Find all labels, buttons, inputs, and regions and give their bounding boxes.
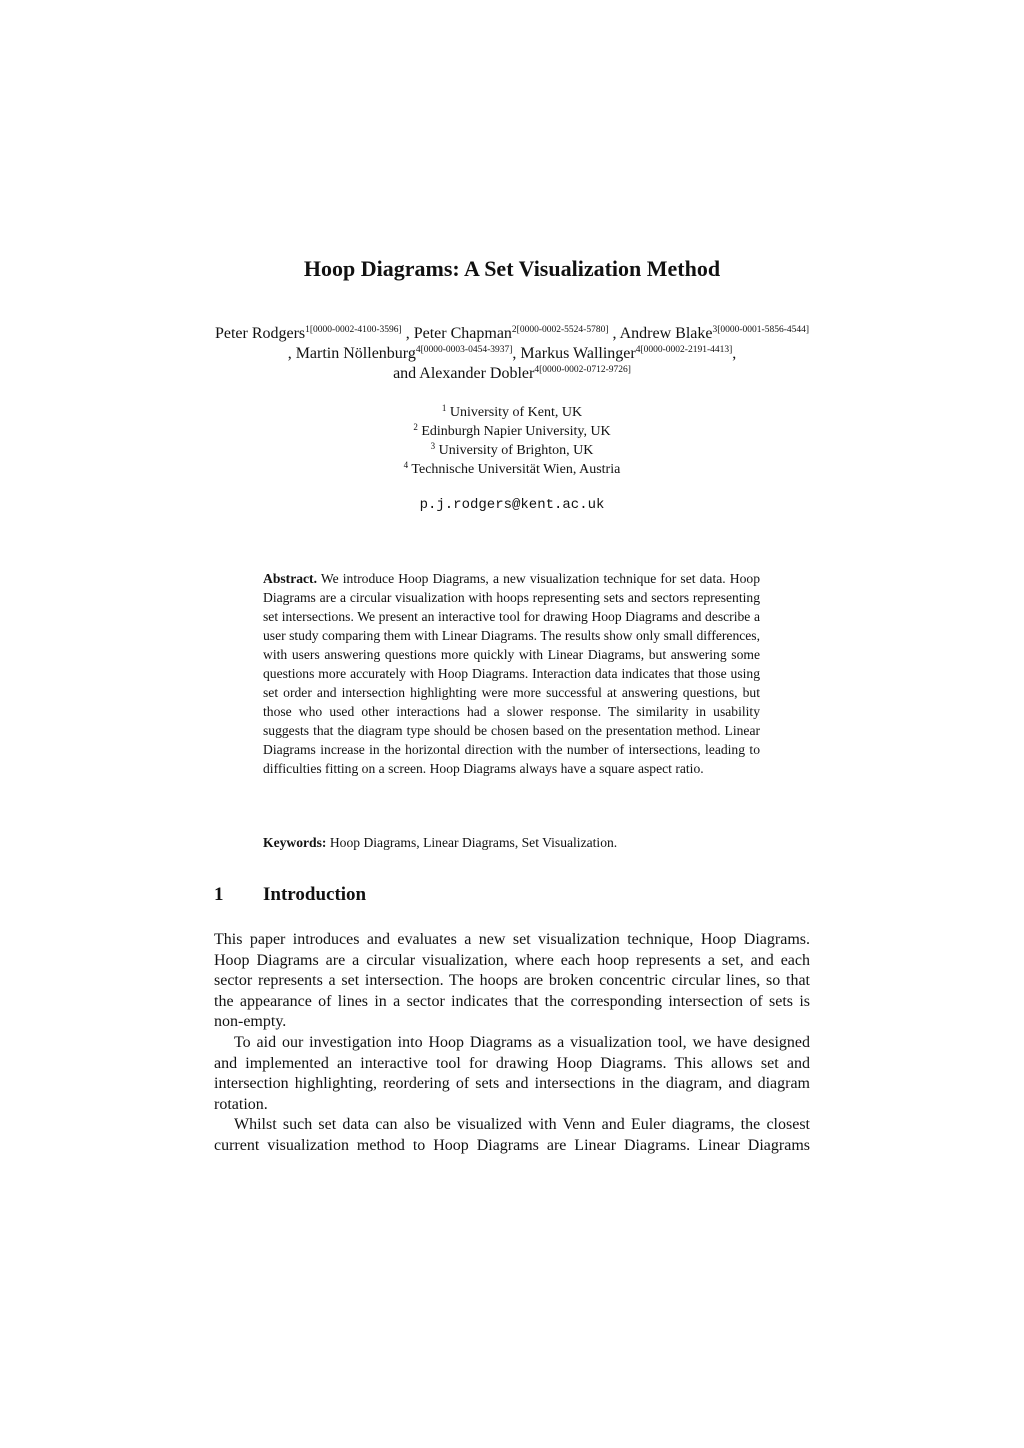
- author-separator: ,: [287, 345, 296, 362]
- author-orcid: 3[0000-0001-5856-4544]: [712, 325, 810, 335]
- abstract-text: We introduce Hoop Diagrams, a new visualization technique for set data. Hoop Diagrams are a circular visualization with hoops representing sets and sectors representing set intersections. We present an interactive tool for drawing Hoop Diagrams and describe a user study comparing them with Linear Diagrams. The results show only small differences, with users answering questions more quickly with Linear Diagrams, but answering some questions more accurately with Hoop Diagrams. Interaction data indicates that those using set order and intersection highlighting were more successful at answering questions, but those who used other interactions had a slower response. The similarity in usability suggests that the diagram type should be chosen based on the presentation method. Linear Diagrams increase in the horizontal direction with the number of intersections, leading to difficulties fitting on a screen. Hoop Diagrams always have a square aspect ratio.: [263, 571, 760, 776]
- affiliation: [214, 403, 810, 422]
- author-orcid: 4[0000-0003-0454-3937]: [415, 345, 513, 355]
- section-body: [214, 930, 810, 1157]
- contact-email: p.j.rodgers@kent.ac.uk: [419, 497, 605, 513]
- affiliation-text: Edinburgh Napier University, UK: [421, 424, 611, 439]
- author-orcid: 1[0000-0002-4100-3596]: [305, 325, 402, 335]
- section-number: 1: [214, 884, 224, 905]
- author-name: and Alexander Dobler: [393, 365, 535, 382]
- author-name: Peter Rodgers: [214, 325, 306, 342]
- affiliation-text: Technische Universität Wien, Austria: [411, 462, 621, 477]
- author-name: Andrew Blake: [619, 325, 713, 342]
- author-separator: ,: [732, 345, 737, 362]
- keywords: [263, 833, 760, 852]
- section-title: Introduction: [263, 884, 367, 905]
- author-separator: ,: [608, 325, 620, 342]
- author-separator: ,: [512, 345, 521, 362]
- body-paragraph: This paper introduces and evaluates a new set visualization technique, Hoop Diagrams. Hoop Diagrams are a circular visualization, where each hoop represents a set, and each sector represents a set intersection. The hoops are broken concentric circular lines, so that the appearance of lines in a sector indicates that the corresponding intersection of sets is non-empty.: [214, 931, 810, 1031]
- author-separator: ,: [401, 325, 414, 342]
- affiliation-number: 1: [441, 403, 447, 413]
- affiliation: [214, 422, 810, 441]
- affiliation: [214, 441, 810, 460]
- abstract-label: Abstract.: [263, 571, 317, 586]
- author-orcid: 4[0000-0002-0712-9726]: [534, 365, 631, 375]
- author-orcid: 4[0000-0002-2191-4413]: [635, 345, 733, 355]
- body-paragraph: Whilst such set data can also be visualized with Venn and Euler diagrams, the closest current visualization method to Hoop Diagrams are Linear Diagrams. Linear Diagrams: [214, 1116, 810, 1154]
- author-name: Peter Chapman: [413, 325, 512, 342]
- keywords-text: Hoop Diagrams, Linear Diagrams, Set Visualization.: [329, 835, 618, 850]
- section-heading: [214, 884, 366, 906]
- affiliation-number: 3: [430, 441, 436, 451]
- affiliation: [214, 460, 810, 479]
- paper-title: Hoop Diagrams: A Set Visualization Method: [303, 256, 721, 281]
- author-list: [214, 324, 810, 384]
- author-orcid: 2[0000-0002-5524-5780]: [511, 325, 609, 335]
- affiliation-list: [214, 403, 810, 479]
- affiliation-text: University of Brighton, UK: [438, 443, 594, 458]
- affiliation-text: University of Kent, UK: [449, 405, 583, 420]
- body-paragraph: To aid our investigation into Hoop Diagrams as a visualization tool, we have designed and implemented an interactive tool for drawing Hoop Diagrams. This allows set and intersection highlighting, reordering of sets and intersections in the diagram, and diagram rotation.: [214, 1033, 810, 1113]
- abstract: [263, 569, 760, 778]
- author-name: Markus Wallinger: [520, 345, 636, 362]
- keywords-label: Keywords:: [263, 835, 327, 850]
- affiliation-number: 2: [413, 422, 418, 432]
- author-name: Martin Nöllenburg: [295, 345, 416, 362]
- affiliation-number: 4: [403, 460, 409, 470]
